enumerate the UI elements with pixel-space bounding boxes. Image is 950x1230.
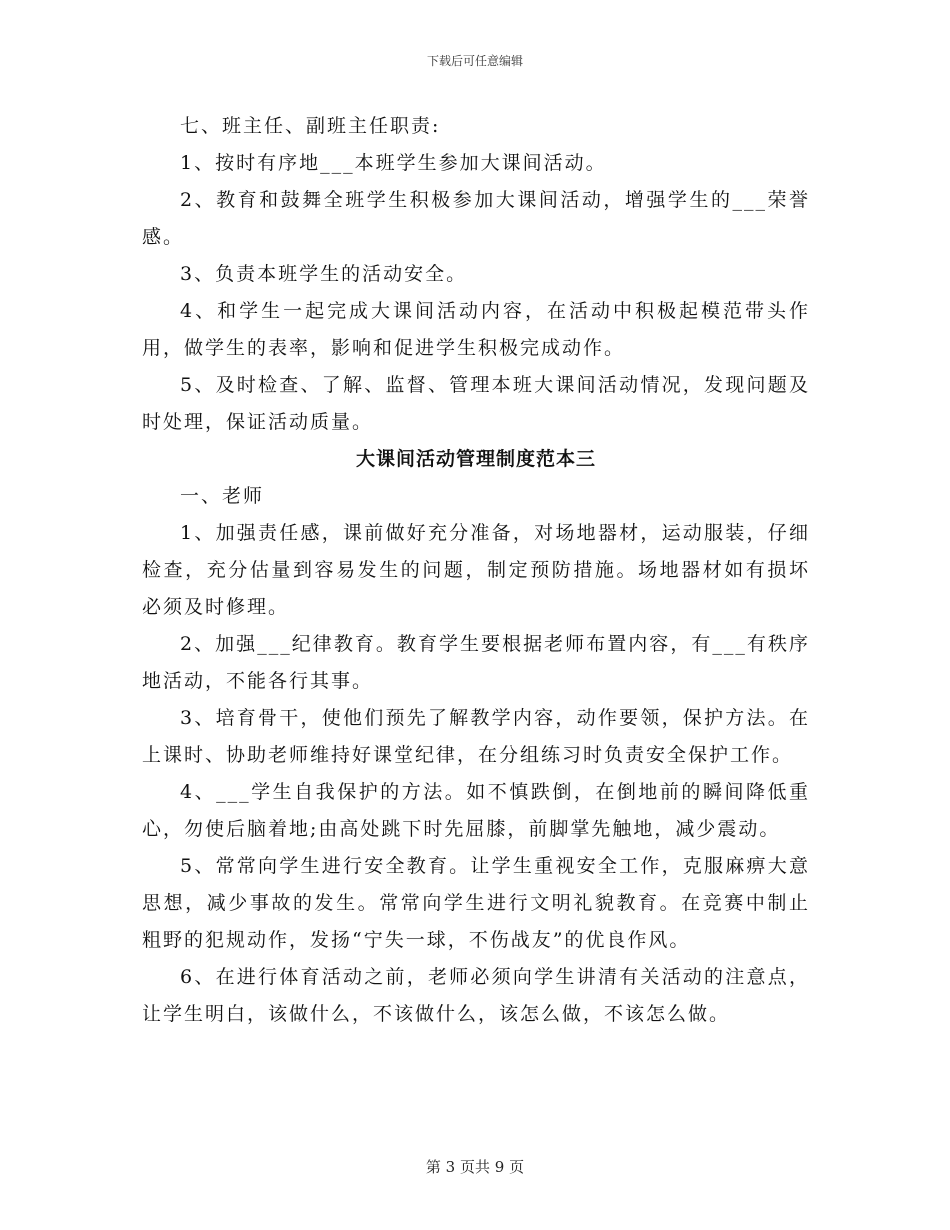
subheading-teacher: 一、老师	[180, 485, 265, 507]
teacher-item-5: 5、常常向学生进行安全教育。让学生重视安全工作，克服麻痹大意思想，减少事故的发生。常常向学生进行文明礼貌教育。在竞赛中制止粗野的犯规动作，发扬“宁失一球，不伤战友”的优良作风。	[142, 855, 810, 951]
teacher-item-6: 6、在进行体育活动之前，老师必须向学生讲清有关活动的注意点，让学生明白，该做什么，不该做什么，该怎么做，不该怎么做。	[142, 966, 810, 1025]
teacher-item-3: 3、培育骨干，使他们预先了解教学内容，动作要领，保护方法。在上课时、协助老师维持好课堂纪律，在分组练习时负责安全保护工作。	[142, 707, 810, 766]
duty-item-1: 1、按时有序地___本班学生参加大课间活动。	[180, 152, 607, 174]
duty-item-2: 2、教育和鼓舞全班学生积极参加大课间活动，增强学生的___荣誉感。	[142, 189, 810, 248]
page-header: 下载后可任意编辑	[426, 54, 523, 68]
document-body	[142, 108, 810, 1033]
section-heading-duties: 七、班主任、副班主任职责:	[180, 115, 441, 137]
duty-item-5: 5、及时检查、了解、监督、管理本班大课间活动情况，发现问题及时处理，保证活动质量。	[142, 374, 810, 433]
teacher-item-4: 4、___学生自我保护的方法。如不慎跌倒，在倒地前的瞬间降低重心，勿使后脑着地;由高处跳下时先屈膝，前脚掌先触地，减少震动。	[142, 781, 810, 840]
duty-item-3: 3、负责本班学生的活动安全。	[180, 263, 468, 285]
duty-item-4: 4、和学生一起完成大课间活动内容，在活动中积极起模范带头作用，做学生的表率，影响和促进学生积极完成动作。	[142, 300, 810, 359]
section-title: 大课间活动管理制度范本三	[355, 448, 596, 470]
page-footer: 第 3 页共 9 页	[425, 1158, 525, 1176]
teacher-item-2: 2、加强___纪律教育。教育学生要根据老师布置内容，有___有秩序地活动，不能各行其事。	[142, 633, 810, 692]
teacher-item-1: 1、加强责任感，课前做好充分准备，对场地器材，运动服装，仔细检查，充分估量到容易发生的问题，制定预防措施。场地器材如有损坏必须及时修理。	[142, 522, 810, 618]
